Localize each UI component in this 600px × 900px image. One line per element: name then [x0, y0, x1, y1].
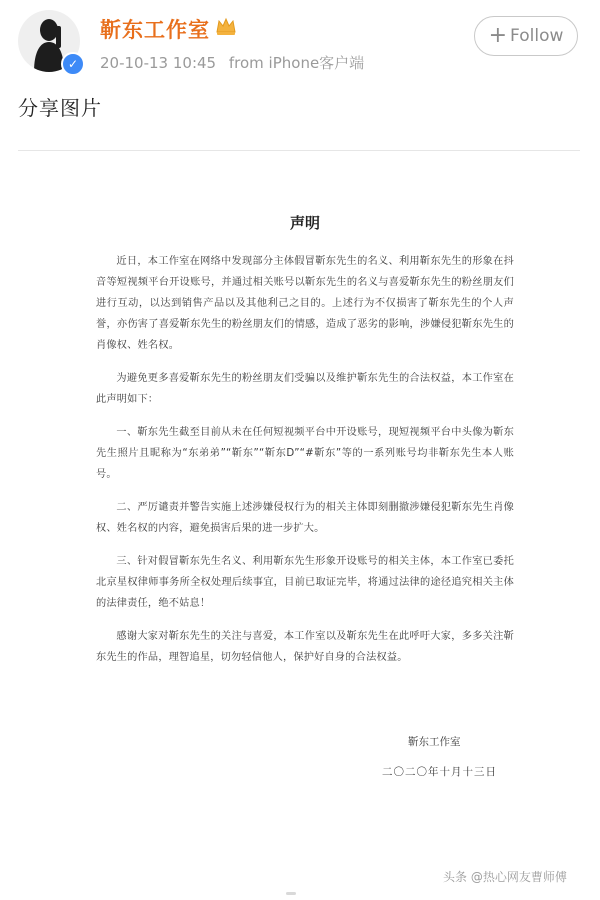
post-time: 20-10-13 10:45: [100, 54, 217, 72]
statement-paragraph: 感谢大家对靳东先生的关注与喜爱，本工作室以及靳东先生在此呼吁大家，多多关注靳东先生的作品，理智追星，切勿轻信他人，保护好自身的合法权益。: [96, 631, 514, 663]
follow-button[interactable]: [474, 16, 578, 56]
divider: [18, 150, 580, 151]
statement-image[interactable]: [96, 212, 514, 680]
statement-signature: 靳东工作室: [408, 736, 461, 748]
author-name[interactable]: 靳东工作室: [100, 18, 210, 42]
statement-paragraph: 一、靳东先生截至目前从未在任何短视频平台中开设账号，现短视频平台中头像为靳东先生照片且昵称为“东弟弟”“靳东”“靳东D”“#靳东”等的一系列账号均非靳东先生本人账号。: [96, 427, 514, 480]
statement-paragraph: 二、严厉谴责并警告实施上述涉嫌侵权行为的相关主体即刻删撤涉嫌侵犯靳东先生肖像权、姓名权的内容，避免损害后果的进一步扩大。: [96, 502, 514, 534]
watermark: 头条 @热心网友曹师傅: [443, 870, 567, 884]
statement-date: 二〇二〇年十月十三日: [382, 766, 497, 778]
verified-check-icon: ✓: [61, 52, 85, 76]
statement-title: 声明: [289, 214, 320, 232]
post-text: 分享图片: [18, 96, 102, 120]
post-header: [0, 0, 600, 90]
post-meta: [100, 52, 364, 73]
follow-label: Follow: [510, 26, 564, 46]
statement-paragraph: 三、针对假冒靳东先生名义、利用靳东先生形象开设账号的相关主体，本工作室已委托北京星权律师事务所全权处理后续事宜，目前已取证完毕，将通过法律的途径追究相关主体的法律责任，绝不姑息！: [96, 556, 514, 609]
crown-icon: [215, 16, 237, 36]
plus-icon: +: [488, 23, 508, 48]
bottom-indicator: [286, 892, 296, 895]
statement-paragraph: 近日，本工作室在网络中发现部分主体假冒靳东先生的名义、利用靳东先生的形象在抖音等短视频平台开设账号，并通过相关账号以靳东先生的名义与喜爱靳东先生的粉丝朋友们进行互动，以达到销售产品以及其他利己之目的。上述行为不仅损害了靳东先生的个人声誉，亦伤害了喜爱靳东先生的粉丝朋友们的情感，造成了恶劣的影响，涉嫌侵犯靳东先生的肖像权、姓名权。: [96, 256, 514, 351]
post-source: from iPhone客户端: [228, 54, 365, 72]
statement-paragraph: 为避免更多喜爱靳东先生的粉丝朋友们受骗以及维护靳东先生的合法权益，本工作室在此声明如下：: [96, 373, 514, 405]
